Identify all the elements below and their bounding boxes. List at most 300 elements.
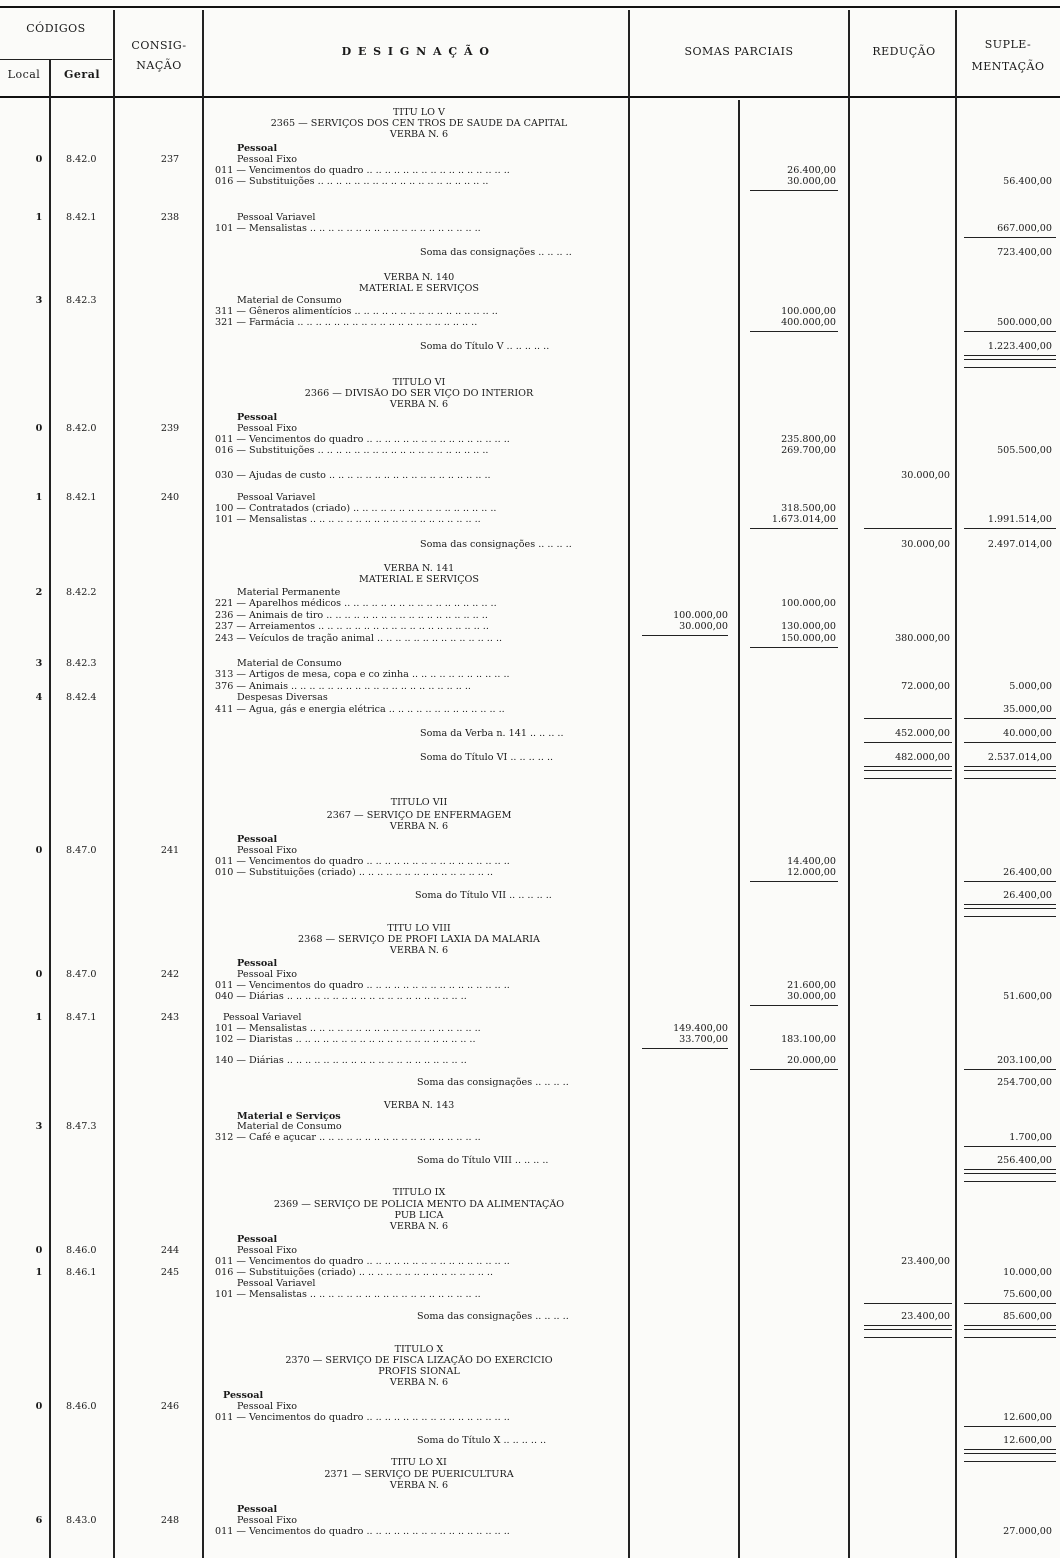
consignacao-number: 238 — [160, 212, 180, 223]
sum-underline — [750, 1005, 838, 1006]
suplementacao-value: 26.400,00 — [1003, 867, 1052, 878]
table-row — [0, 1412, 1060, 1423]
designacao-text: VERBA N. 6 — [389, 399, 449, 410]
designacao-text: 102 — Diaristas .. .. .. .. .. .. .. .. .. .. .. .. .. .. .. .. .. .. .. .. — [215, 1034, 476, 1045]
table-row — [0, 1055, 1060, 1066]
somas-parciais-total: 100.000,00 — [781, 598, 836, 609]
consignacao-number: 242 — [160, 969, 180, 980]
designacao-text: 011 — Vencimentos do quadro .. .. .. .. .. .. .. .. .. .. .. .. .. .. .. .. — [215, 980, 510, 991]
sum-underline — [750, 190, 838, 191]
table-row — [0, 1504, 1060, 1515]
designacao-text: 011 — Vencimentos do quadro .. .. .. .. .. .. .. .. .. .. .. .. .. .. .. .. — [215, 1526, 510, 1537]
total-double-underline — [964, 766, 1056, 767]
somas-parciais-total: 183.100,00 — [781, 1034, 836, 1045]
designacao-text: Soma das consignações .. .. .. .. — [420, 247, 572, 258]
code-geral: 8.47.3 — [66, 1121, 97, 1132]
code-local: 0 — [35, 1245, 43, 1256]
designacao-text: Material Permanente — [237, 587, 341, 598]
table-row — [0, 1377, 1060, 1388]
total-double-underline — [964, 904, 1056, 905]
reducao-value: 72.000,00 — [901, 681, 950, 692]
sum-underline — [964, 1303, 1056, 1304]
table-row — [0, 867, 1060, 878]
designacao-text: Pessoal — [237, 834, 278, 845]
table-row — [0, 1221, 1060, 1232]
sum-underline — [750, 881, 838, 882]
table-row — [0, 821, 1060, 832]
designacao-text: Pessoal Fixo — [237, 154, 298, 165]
total-double-underline — [864, 766, 952, 767]
code-geral: 8.46.1 — [66, 1267, 97, 1278]
sum-underline — [964, 881, 1056, 882]
code-local: 2 — [35, 587, 43, 598]
suplementacao-value: 500.000,00 — [997, 317, 1052, 328]
table-row — [0, 610, 1060, 621]
designacao-text: VERBA N. 6 — [389, 821, 449, 832]
table-row — [0, 1210, 1060, 1221]
sum-underline — [964, 1426, 1056, 1427]
designacao-text: TITULO IX — [392, 1187, 446, 1198]
table-row — [0, 1199, 1060, 1210]
reducao-value: 23.400,00 — [901, 1256, 950, 1267]
table-row — [0, 969, 1060, 980]
table-row — [0, 1100, 1060, 1111]
somas-parciais-value: 100.000,00 — [673, 610, 728, 621]
designacao-text: 2367 — SERVIÇO DE ENFERMAGEM — [326, 810, 512, 821]
designacao-text: Soma do Título VII .. .. .. .. .. — [415, 890, 552, 901]
consignacao-number: 244 — [160, 1245, 180, 1256]
designacao-text: Pessoal Fixo — [237, 845, 298, 856]
table-row — [0, 1187, 1060, 1198]
header-consignacao: CONSIG- NAÇÃO — [131, 39, 187, 72]
designacao-text: Soma das consignações .. .. .. .. — [420, 539, 572, 550]
suplementacao-value: 10.000,00 — [1003, 1267, 1052, 1278]
reducao-value: 452.000,00 — [895, 728, 950, 739]
table-row — [0, 728, 1060, 739]
sum-underline — [750, 331, 838, 332]
table-row — [0, 1077, 1060, 1088]
table-row — [0, 1034, 1060, 1045]
table-row — [0, 388, 1060, 399]
table-row — [0, 1132, 1060, 1143]
table-row — [0, 658, 1060, 669]
code-geral: 8.42.4 — [66, 692, 97, 703]
table-row — [0, 1515, 1060, 1526]
reducao-value: 30.000,00 — [901, 539, 950, 550]
designacao-text: TITULO VI — [392, 377, 446, 388]
designacao-text: VERBA N. 140 — [383, 272, 455, 283]
designacao-text: Material de Consumo — [237, 1121, 342, 1132]
total-double-underline — [964, 1337, 1056, 1338]
designacao-text: Pessoal Fixo — [237, 1401, 298, 1412]
table-row — [0, 856, 1060, 867]
somas-parciais-total: 130.000,00 — [781, 621, 836, 632]
suplementacao-value: 254.700,00 — [997, 1077, 1052, 1088]
table-row — [0, 1355, 1060, 1366]
designacao-text: Soma do Título X .. .. .. .. .. — [417, 1435, 547, 1446]
designacao-text: Pessoal — [223, 1390, 264, 1401]
table-row — [0, 1234, 1060, 1245]
code-local: 1 — [35, 1267, 43, 1278]
suplementacao-value: 51.600,00 — [1003, 991, 1052, 1002]
table-row — [0, 1155, 1060, 1166]
designacao-text: 2365 — SERVIÇOS DOS CEN TROS DE SAUDE DA CAPITAL — [270, 118, 568, 129]
designacao-text: TITU LO VIII — [387, 923, 451, 934]
table-row — [0, 247, 1060, 258]
total-double-underline — [964, 778, 1056, 779]
table-row — [0, 1121, 1060, 1132]
suplementacao-value: 2.497.014,00 — [987, 539, 1052, 550]
code-local: 0 — [35, 969, 43, 980]
table-row — [0, 1311, 1060, 1322]
table-row — [0, 154, 1060, 165]
header-reducao: REDUÇÃO — [872, 45, 936, 58]
designacao-text: 100 — Contratados (criado) .. .. .. .. .. .. .. .. .. .. .. .. .. .. .. .. — [215, 503, 497, 514]
code-geral: 8.42.2 — [66, 587, 97, 598]
designacao-text: Pessoal Variavel — [237, 492, 316, 503]
table-row — [0, 587, 1060, 598]
designacao-text: 011 — Vencimentos do quadro .. .. .. .. .. .. .. .. .. .. .. .. .. .. .. .. — [215, 1412, 510, 1423]
designacao-text: Pessoal Variavel — [237, 1278, 316, 1289]
code-geral: 8.42.1 — [66, 212, 97, 223]
reducao-value: 30.000,00 — [901, 470, 950, 481]
designacao-text: Pessoal — [237, 1234, 278, 1245]
designacao-text: 101 — Mensalistas .. .. .. .. .. .. .. .. .. .. .. .. .. .. .. .. .. .. .. — [215, 1023, 481, 1034]
total-double-underline — [964, 1449, 1056, 1450]
consignacao-number: 245 — [160, 1267, 180, 1278]
table-row — [0, 669, 1060, 680]
sum-underline — [864, 742, 952, 743]
consignacao-number: 248 — [160, 1515, 180, 1526]
suplementacao-value: 12.600,00 — [1003, 1412, 1052, 1423]
table-row — [0, 980, 1060, 991]
table-row — [0, 1012, 1060, 1023]
table-row — [0, 1278, 1060, 1289]
table-row — [0, 1457, 1060, 1468]
sum-underline — [964, 718, 1056, 719]
header-suplementacao: SUPLE- MENTAÇÃO — [971, 38, 1045, 73]
designacao-text: 376 — Animais .. .. .. .. .. .. .. .. .. .. .. .. .. .. .. .. .. .. .. .. — [215, 681, 471, 692]
designacao-text: 313 — Artigos de mesa, copa e co zinha .. .. .. .. .. .. .. .. .. .. .. — [215, 669, 510, 680]
designacao-text: 016 — Substituições .. .. .. .. .. .. .. .. .. .. .. .. .. .. .. .. .. .. .. — [215, 176, 489, 187]
consignacao-number: 240 — [160, 492, 180, 503]
code-local: 0 — [35, 1401, 43, 1412]
total-double-underline — [864, 778, 952, 779]
code-local: 1 — [35, 492, 43, 503]
total-double-underline — [964, 1329, 1056, 1330]
somas-parciais-total: 318.500,00 — [781, 503, 836, 514]
suplementacao-value: 85.600,00 — [1003, 1311, 1052, 1322]
table-row — [0, 1401, 1060, 1412]
somas-parciais-total: 100.000,00 — [781, 306, 836, 317]
code-geral: 8.46.0 — [66, 1401, 97, 1412]
designacao-text: Soma da Verba n. 141 .. .. .. .. — [420, 728, 564, 739]
code-geral: 8.47.1 — [66, 1012, 97, 1023]
somas-parciais-value: 33.700,00 — [679, 1034, 728, 1045]
suplementacao-value: 1.991.514,00 — [987, 514, 1052, 525]
designacao-text: 101 — Mensalistas .. .. .. .. .. .. .. .. .. .. .. .. .. .. .. .. .. .. .. — [215, 514, 481, 525]
table-row — [0, 845, 1060, 856]
designacao-text: 243 — Veículos de tração animal .. .. .. .. .. .. .. .. .. .. .. .. .. .. — [215, 633, 503, 644]
designacao-text: Pessoal Fixo — [237, 969, 298, 980]
total-double-underline — [964, 1169, 1056, 1170]
suplementacao-value: 256.400,00 — [997, 1155, 1052, 1166]
designacao-text: Pessoal Fixo — [237, 1245, 298, 1256]
table-row — [0, 212, 1060, 223]
sum-underline — [750, 647, 838, 648]
code-local: 1 — [35, 1012, 43, 1023]
designacao-text: MATERIAL E SERVIÇOS — [359, 283, 479, 294]
table-row — [0, 223, 1060, 234]
sum-underline — [864, 718, 952, 719]
code-geral: 8.47.0 — [66, 969, 97, 980]
designacao-text: 010 — Substituições (criado) .. .. .. .. .. .. .. .. .. .. .. .. .. .. .. — [215, 867, 494, 878]
table-row — [0, 1390, 1060, 1401]
table-row — [0, 991, 1060, 1002]
header-codigos: CÓDIGOS — [26, 22, 86, 35]
table-row — [0, 377, 1060, 388]
sum-underline — [964, 742, 1056, 743]
designacao-text: 030 — Ajudas de custo .. .. .. .. .. .. .. .. .. .. .. .. .. .. .. .. .. .. — [215, 470, 491, 481]
table-row — [0, 934, 1060, 945]
table-row — [0, 574, 1060, 585]
designacao-text: VERBA N. 6 — [389, 129, 449, 140]
table-row — [0, 1435, 1060, 1446]
table-row — [0, 890, 1060, 901]
header-local: Local — [7, 68, 41, 81]
consignacao-number: 243 — [160, 1012, 180, 1023]
designacao-text: 237 — Arreiamentos .. .. .. .. .. .. .. .. .. .. .. .. .. .. .. .. .. .. .. — [215, 621, 489, 632]
somas-parciais-value: 149.400,00 — [673, 1023, 728, 1034]
total-double-underline — [864, 1329, 952, 1330]
somas-parciais-total: 30.000,00 — [787, 176, 836, 187]
table-row — [0, 118, 1060, 129]
table-row — [0, 1289, 1060, 1300]
designacao-text: 016 — Substituições (criado) .. .. .. .. .. .. .. .. .. .. .. .. .. .. .. — [215, 1267, 494, 1278]
consignacao-number: 239 — [160, 423, 180, 434]
suplementacao-value: 1.223.400,00 — [987, 341, 1052, 352]
designacao-text: VERBA N. 6 — [389, 1480, 449, 1491]
table-row — [0, 681, 1060, 692]
table-row — [0, 445, 1060, 456]
header-designacao: D E S I G N A Ç Ã O — [341, 45, 491, 58]
table-row — [0, 1480, 1060, 1491]
table-row — [0, 503, 1060, 514]
code-local: 3 — [35, 1121, 43, 1132]
total-double-underline — [864, 770, 952, 771]
table-row — [0, 1344, 1060, 1355]
designacao-text: 411 — Agua, gás e energia elétrica .. .. .. .. .. .. .. .. .. .. .. .. .. — [215, 704, 505, 715]
designacao-text: 236 — Animais de tiro .. .. .. .. .. .. .. .. .. .. .. .. .. .. .. .. .. .. — [215, 610, 488, 621]
table-row — [0, 704, 1060, 715]
table-row — [0, 272, 1060, 283]
header-geral: Geral — [64, 68, 100, 81]
somas-parciais-total: 14.400,00 — [787, 856, 836, 867]
sum-underline — [750, 1069, 838, 1070]
designacao-text: PROFIS SIONAL — [378, 1366, 460, 1377]
sum-underline — [964, 1069, 1056, 1070]
designacao-text: Material de Consumo — [237, 658, 342, 669]
table-row — [0, 923, 1060, 934]
total-double-underline — [964, 359, 1056, 360]
somas-parciais-total: 269.700,00 — [781, 445, 836, 456]
table-row — [0, 434, 1060, 445]
header-somas-parciais: SOMAS PARCIAIS — [684, 45, 794, 58]
table-row — [0, 1526, 1060, 1537]
designacao-text: Despesas Diversas — [237, 692, 328, 703]
designacao-text: Pessoal — [237, 1504, 278, 1515]
suplementacao-value: 27.000,00 — [1003, 1526, 1052, 1537]
code-geral: 8.42.0 — [66, 154, 97, 165]
table-row — [0, 399, 1060, 410]
table-row — [0, 143, 1060, 154]
designacao-text: Soma das consignações .. .. .. .. — [417, 1311, 569, 1322]
somas-parciais-total: 30.000,00 — [787, 991, 836, 1002]
somas-parciais-total: 235.800,00 — [781, 434, 836, 445]
designacao-text: Material e Serviços — [237, 1111, 341, 1122]
sum-underline — [964, 237, 1056, 238]
consignacao-number: 246 — [160, 1401, 180, 1412]
designacao-text: 2369 — SERVIÇO DE POLICIA MENTO DA ALIMENTAÇÃO — [273, 1199, 565, 1210]
designacao-text: 2368 — SERVIÇO DE PROFI LAXIA DA MALÁRIA — [298, 934, 540, 945]
table-row — [0, 412, 1060, 423]
table-row — [0, 1469, 1060, 1480]
table-row — [0, 797, 1060, 808]
table-row — [0, 176, 1060, 187]
reducao-value: 482.000,00 — [895, 752, 950, 763]
table-row — [0, 633, 1060, 644]
designacao-text: Pessoal Variavel — [223, 1012, 302, 1023]
suplementacao-value: 75.600,00 — [1003, 1289, 1052, 1300]
designacao-text: 321 — Farmácia .. .. .. .. .. .. .. .. .. .. .. .. .. .. .. .. .. .. .. .. — [215, 317, 478, 328]
suplementacao-value: 12.600,00 — [1003, 1435, 1052, 1446]
total-double-underline — [964, 355, 1056, 356]
code-geral: 8.42.1 — [66, 492, 97, 503]
somas-parciais-total: 12.000,00 — [787, 867, 836, 878]
total-double-underline — [964, 1173, 1056, 1174]
table-row — [0, 752, 1060, 763]
designacao-text: Pessoal Fixo — [237, 423, 298, 434]
suplementacao-value: 505.500,00 — [997, 445, 1052, 456]
table-row — [0, 1256, 1060, 1267]
table-row — [0, 1245, 1060, 1256]
designacao-text: 040 — Diárias .. .. .. .. .. .. .. .. .. .. .. .. .. .. .. .. .. .. .. .. — [215, 991, 467, 1002]
code-geral: 8.42.3 — [66, 658, 97, 669]
designacao-text: 011 — Vencimentos do quadro .. .. .. .. .. .. .. .. .. .. .. .. .. .. .. .. — [215, 434, 510, 445]
code-local: 0 — [35, 423, 43, 434]
suplementacao-value: 2.537.014,00 — [987, 752, 1052, 763]
total-double-underline — [964, 1181, 1056, 1182]
suplementacao-value: 35.000,00 — [1003, 704, 1052, 715]
suplementacao-value: 26.400,00 — [1003, 890, 1052, 901]
table-row — [0, 341, 1060, 352]
designacao-text: 016 — Substituições .. .. .. .. .. .. .. .. .. .. .. .. .. .. .. .. .. .. .. — [215, 445, 489, 456]
code-geral: 8.46.0 — [66, 1245, 97, 1256]
designacao-text: Pessoal — [237, 958, 278, 969]
table-row — [0, 1267, 1060, 1278]
table-row — [0, 834, 1060, 845]
sum-underline — [964, 528, 1056, 529]
designacao-text: Soma do Título V .. .. .. .. .. — [420, 341, 550, 352]
table-row — [0, 1023, 1060, 1034]
designacao-text: 011 — Vencimentos do quadro .. .. .. .. .. .. .. .. .. .. .. .. .. .. .. .. — [215, 856, 510, 867]
designacao-text: VERBA N. 6 — [389, 945, 449, 956]
designacao-text: 312 — Café e açucar .. .. .. .. .. .. .. .. .. .. .. .. .. .. .. .. .. .. — [215, 1132, 481, 1143]
sum-underline — [864, 1303, 952, 1304]
reducao-value: 380.000,00 — [895, 633, 950, 644]
sum-underline — [864, 528, 952, 529]
designacao-text: Pessoal Variavel — [237, 212, 316, 223]
suplementacao-value: 56.400,00 — [1003, 176, 1052, 187]
code-geral: 8.42.3 — [66, 295, 97, 306]
table-row — [0, 514, 1060, 525]
reducao-value: 23.400,00 — [901, 1311, 950, 1322]
table-row — [0, 295, 1060, 306]
suplementacao-value: 667.000,00 — [997, 223, 1052, 234]
designacao-text: Soma do Título VI .. .. .. .. .. — [420, 752, 554, 763]
total-double-underline — [964, 367, 1056, 368]
somas-parciais-total: 1.673.014,00 — [771, 514, 836, 525]
table-row — [0, 539, 1060, 550]
total-double-underline — [964, 916, 1056, 917]
table-row — [0, 317, 1060, 328]
code-local: 0 — [35, 845, 43, 856]
suplementacao-value: 723.400,00 — [997, 247, 1052, 258]
code-geral: 8.47.0 — [66, 845, 97, 856]
designacao-text: 311 — Gêneros alimentícios .. .. .. .. .. .. .. .. .. .. .. .. .. .. .. .. — [215, 306, 498, 317]
code-local: 0 — [35, 154, 43, 165]
consignacao-number: 237 — [160, 154, 180, 165]
code-geral: 8.43.0 — [66, 1515, 97, 1526]
somas-parciais-total: 20.000,00 — [787, 1055, 836, 1066]
sum-underline — [964, 331, 1056, 332]
somas-parciais-total: 150.000,00 — [781, 633, 836, 644]
total-double-underline — [964, 770, 1056, 771]
table-row — [0, 306, 1060, 317]
table-row — [0, 423, 1060, 434]
somas-parciais-total: 400.000,00 — [781, 317, 836, 328]
designacao-text: VERBA N. 143 — [383, 1100, 455, 1111]
table-row — [0, 1366, 1060, 1377]
total-double-underline — [964, 1325, 1056, 1326]
sum-underline — [642, 1048, 728, 1049]
table-row — [0, 810, 1060, 821]
suplementacao-value: 40.000,00 — [1003, 728, 1052, 739]
table-row — [0, 492, 1060, 503]
designacao-text: Pessoal Fixo — [237, 1515, 298, 1526]
code-geral: 8.42.0 — [66, 423, 97, 434]
code-local: 1 — [35, 212, 43, 223]
designacao-text: Soma das consignações .. .. .. .. — [417, 1077, 569, 1088]
table-row — [0, 692, 1060, 703]
designacao-text: PUB LICA — [394, 1210, 444, 1221]
total-double-underline — [864, 1337, 952, 1338]
designacao-text: 140 — Diárias .. .. .. .. .. .. .. .. .. .. .. .. .. .. .. .. .. .. .. .. — [215, 1055, 467, 1066]
designacao-text: TITULO VII — [390, 797, 448, 808]
designacao-text: 011 — Vencimentos do quadro .. .. .. .. .. .. .. .. .. .. .. .. .. .. .. .. — [215, 1256, 510, 1267]
table-row — [0, 470, 1060, 481]
table-row — [0, 945, 1060, 956]
designacao-text: TITULO X — [394, 1344, 444, 1355]
designacao-text: VERBA N. 6 — [389, 1221, 449, 1232]
total-double-underline — [964, 908, 1056, 909]
sum-underline — [964, 1146, 1056, 1147]
table-row — [0, 283, 1060, 294]
table-row — [0, 621, 1060, 632]
designacao-text: VERBA N. 141 — [383, 563, 455, 574]
code-local: 6 — [35, 1515, 43, 1526]
sum-underline — [750, 528, 838, 529]
